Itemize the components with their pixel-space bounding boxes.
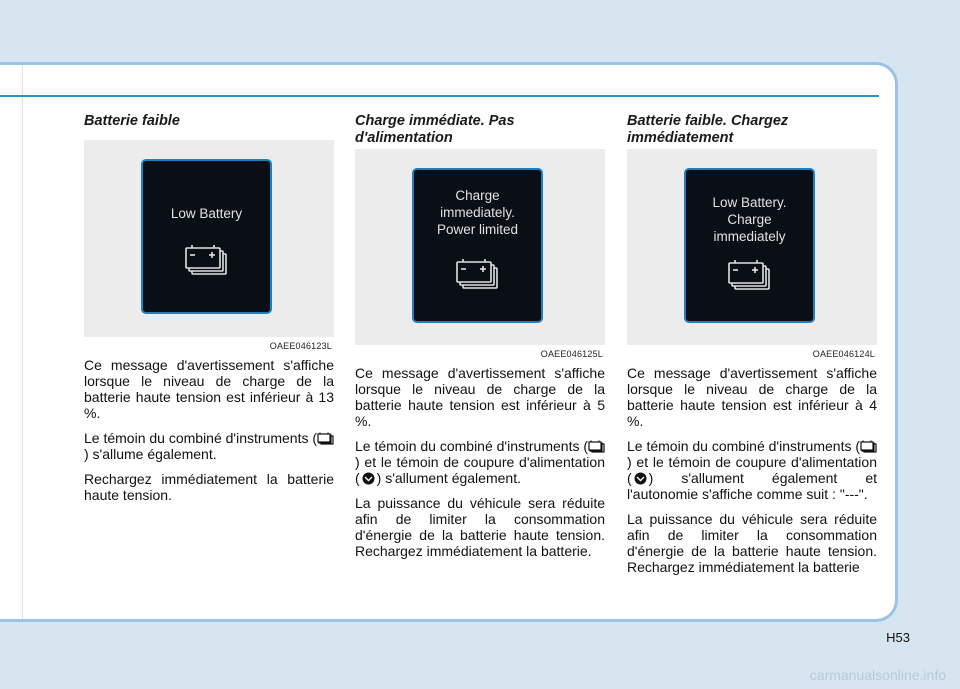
battery-indicator-icon	[860, 440, 877, 453]
paragraph: Rechargez immédiatement la batterie haute tension.	[84, 471, 334, 503]
section-title: Batterie faible	[84, 113, 180, 129]
text: Le témoin du combiné d'instruments (	[84, 430, 318, 446]
paragraph: Ce message d'avertissement s'affiche lorsque le niveau de charge de la batterie haute tension est inférieur à 5 %.	[355, 365, 605, 429]
paragraph	[627, 438, 877, 502]
display-message: Low Battery. Charge immediately	[712, 195, 787, 244]
cluster-display	[412, 168, 543, 323]
watermark: carmanualsonline.info	[809, 667, 946, 683]
paragraph: La puissance du véhicule sera réduite afin de limiter la consommation d'énergie de la batterie haute tension. Rechargez immédiatement la batterie.	[355, 495, 605, 559]
section-body	[84, 357, 334, 503]
battery-warning-icon	[727, 259, 773, 291]
text: ) et le témoin de coupure d'alimentation (	[355, 454, 605, 486]
paragraph: Ce message d'avertissement s'affiche lorsque le niveau de charge de la batterie haute tension est inférieur à 13 %.	[84, 357, 334, 421]
page-number: H53	[886, 630, 910, 645]
section-title: Batterie faible. Chargez immédiatement	[627, 113, 789, 146]
cluster-display	[684, 168, 815, 323]
power-limit-icon	[360, 472, 377, 485]
text: ) s'allument également et l'autonomie s'affiche comme suit : "---".	[627, 470, 877, 502]
section-body	[355, 365, 605, 559]
section-low-battery	[84, 113, 334, 512]
section-title: Charge immédiate. Pas d'alimentation	[355, 113, 515, 146]
paragraph: La puissance du véhicule sera réduite afin de limiter la consommation d'énergie de la batterie haute tension. Rechargez immédiatement la batterie	[627, 511, 877, 575]
figure	[627, 149, 877, 359]
figure-code: OAEE046125L	[540, 349, 603, 359]
battery-indicator-icon	[588, 440, 605, 453]
figure	[355, 149, 605, 359]
left-guide-line	[22, 65, 23, 619]
text: ) et le témoin de coupure d'alimentation (	[627, 454, 877, 486]
battery-indicator-icon	[317, 432, 334, 445]
display-message: Low Battery	[170, 206, 243, 221]
figure-code: OAEE046123L	[269, 341, 332, 351]
header-rule	[0, 95, 879, 97]
figure	[84, 140, 334, 351]
section-charge-immediately	[355, 113, 605, 568]
text: ) s'allume également.	[84, 446, 217, 462]
battery-warning-icon	[455, 258, 501, 290]
battery-warning-icon	[184, 244, 230, 276]
text: Le témoin du combiné d'instruments (	[627, 438, 861, 454]
paragraph: Ce message d'avertissement s'affiche lorsque le niveau de charge de la batterie haute tension est inférieur à 4 %.	[627, 365, 877, 429]
paragraph	[355, 438, 605, 486]
section-low-battery-charge-now	[627, 113, 877, 584]
section-body	[627, 365, 877, 575]
figure-code: OAEE046124L	[812, 349, 875, 359]
display-message: Charge immediately. Power limited	[436, 188, 519, 237]
power-limit-icon	[632, 472, 649, 485]
paragraph	[84, 430, 334, 462]
cluster-display	[141, 159, 272, 314]
manual-page	[0, 62, 898, 622]
text: ) s'allument également.	[376, 470, 521, 486]
text: Le témoin du combiné d'instruments (	[355, 438, 589, 454]
